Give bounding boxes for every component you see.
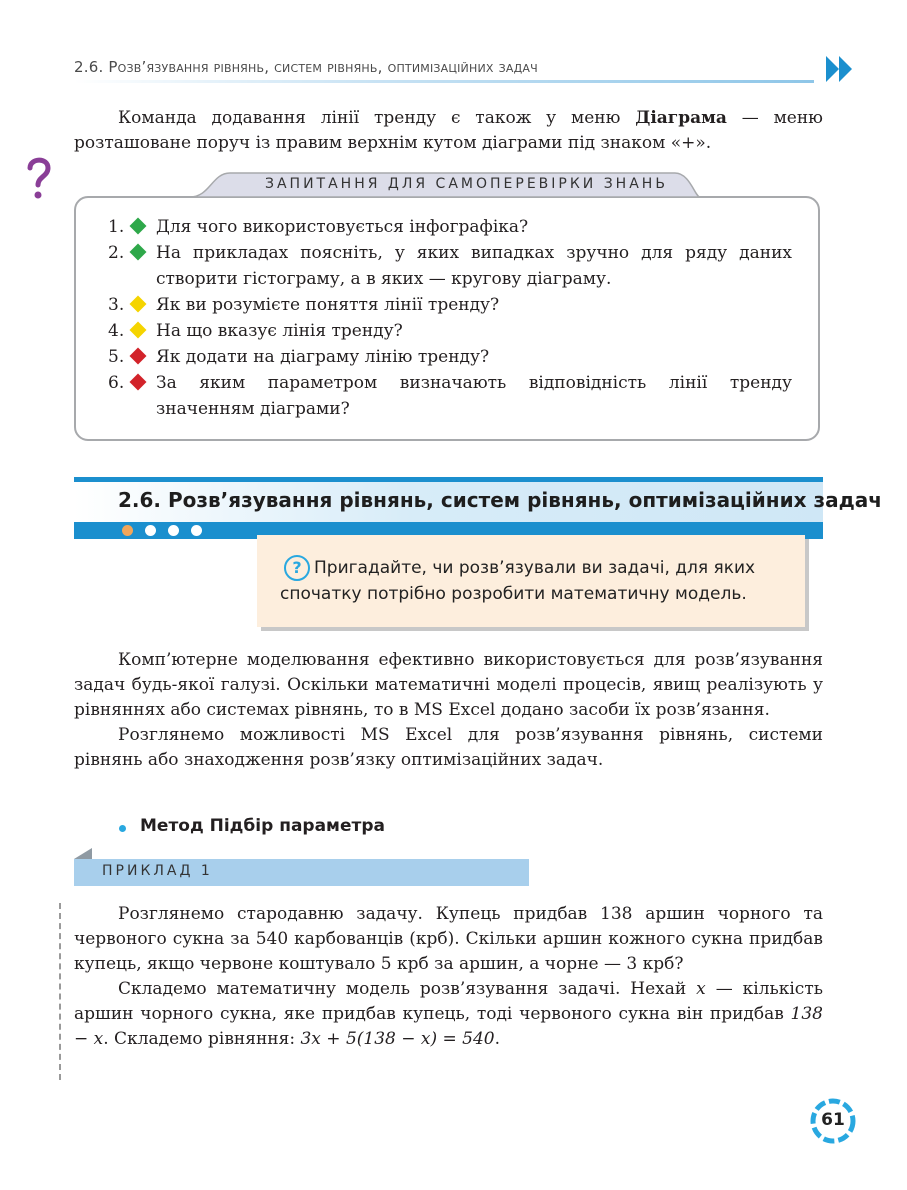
question-text: За яким параметром визначають відповідність лінії тренду значенням діаграми? bbox=[156, 373, 792, 419]
question-number: 6. bbox=[108, 373, 125, 393]
header-rule bbox=[74, 80, 814, 83]
math-variable: x bbox=[696, 979, 706, 999]
paragraph: Розглянемо можливості MS Excel для розв’язування рівнянь, системи рівнянь або знаходження розв’язку оптимізаційних задач. bbox=[74, 725, 823, 770]
main-text bbox=[74, 648, 823, 773]
self-check-list bbox=[108, 214, 792, 422]
question-text: Як додати на діаграму лінію тренду? bbox=[156, 347, 490, 367]
text-run: . Складемо рівняння: bbox=[103, 1029, 301, 1049]
question-text: На прикладах поясніть, у яких випадках зручно для ряду даних створити гістограму, а в яких — кругову діаграму. bbox=[156, 243, 792, 289]
difficulty-diamond-icon bbox=[130, 218, 147, 235]
question-text: На що вказує лінія тренду? bbox=[156, 321, 403, 341]
question-number: 3. bbox=[108, 295, 125, 315]
intro-text-2: — меню розташоване поруч із правим верхнім кутом діаграми під знаком «+». bbox=[74, 108, 823, 153]
bullet-icon bbox=[119, 825, 126, 832]
difficulty-diamond-icon bbox=[130, 374, 147, 391]
example-text bbox=[74, 902, 823, 1052]
self-check-title: ЗАПИТАННЯ ДЛЯ САМОПЕРЕВІРКИ ЗНАНЬ bbox=[265, 176, 668, 192]
intro-paragraph bbox=[74, 106, 823, 156]
example-margin-rule bbox=[59, 903, 61, 1080]
progress-dot bbox=[122, 525, 133, 536]
list-item bbox=[108, 292, 792, 318]
intro-bold-term: Діаграма bbox=[635, 108, 727, 128]
list-item bbox=[108, 240, 792, 292]
text-run: . bbox=[494, 1029, 501, 1049]
list-item bbox=[108, 318, 792, 344]
question-text: Як ви розумієте поняття лінії тренду? bbox=[156, 295, 500, 315]
example-paragraph-2 bbox=[74, 977, 823, 1052]
list-item bbox=[108, 344, 792, 370]
difficulty-diamond-icon bbox=[130, 348, 147, 365]
difficulty-diamond-icon bbox=[130, 244, 147, 261]
example-label: ПРИКЛАД 1 bbox=[102, 863, 213, 879]
difficulty-diamond-icon bbox=[130, 296, 147, 313]
reminder-text bbox=[280, 555, 790, 607]
math-expression: 138 − x bbox=[74, 1004, 823, 1049]
paragraph: Комп’ютерне моделювання ефективно використовується для розв’язування задач будь-якої галузі. Оскільки математичні моделі процесів, явищ реалізують у рівняннях або системах рівнянь, то в MS Excel додано засоби їх розв’язання. bbox=[74, 650, 823, 720]
progress-dot bbox=[168, 525, 179, 536]
intro-text-1: Команда додавання лінії тренду є також у меню bbox=[118, 108, 636, 128]
progress-dot bbox=[191, 525, 202, 536]
math-equation: 3x + 5(138 − x) = 540 bbox=[300, 1029, 495, 1049]
difficulty-diamond-icon bbox=[130, 322, 147, 339]
question-number: 1. bbox=[108, 217, 125, 237]
list-item bbox=[108, 214, 792, 240]
list-item bbox=[108, 370, 792, 422]
question-number: 2. bbox=[108, 243, 125, 263]
question-mark-icon bbox=[24, 154, 52, 202]
running-header: 2.6. Розв’язування рівнянь, систем рівнянь, оптимізаційних задач bbox=[74, 58, 538, 76]
double-chevron-right-icon bbox=[826, 56, 854, 82]
question-number: 4. bbox=[108, 321, 125, 341]
method-heading: Метод Підбір параметра bbox=[140, 816, 385, 836]
page-number-badge bbox=[809, 1097, 857, 1145]
reminder-body: Пригадайте, чи розв’язували ви задачі, для яких спочатку потрібно розробити математичну модель. bbox=[280, 558, 756, 604]
text-run: — кількість аршин чорного сукна, яке придбав купець, тоді червоного сукна він придбав bbox=[74, 979, 823, 1024]
section-title: 2.6. Розв’язування рівнянь, систем рівнянь, оптимізаційних задач bbox=[118, 488, 882, 512]
question-text: Для чого використовується інфографіка? bbox=[156, 217, 529, 237]
page-number: 61 bbox=[821, 1110, 845, 1130]
text-run: Складемо математичну модель розв’язування задачі. Нехай bbox=[118, 979, 697, 999]
example-tab-corner bbox=[74, 848, 92, 859]
progress-dot bbox=[145, 525, 156, 536]
question-number: 5. bbox=[108, 347, 125, 367]
question-circle-icon: ? bbox=[284, 555, 310, 581]
example-paragraph-1: Розглянемо стародавню задачу. Купець придбав 138 аршин чорного та червоного сукна за 540 карбованців (крб). Скільки аршин кожного сукна придбав купець, якщо червоне коштувало 5 крб за аршин, а чорне — 3 крб? bbox=[74, 904, 823, 974]
